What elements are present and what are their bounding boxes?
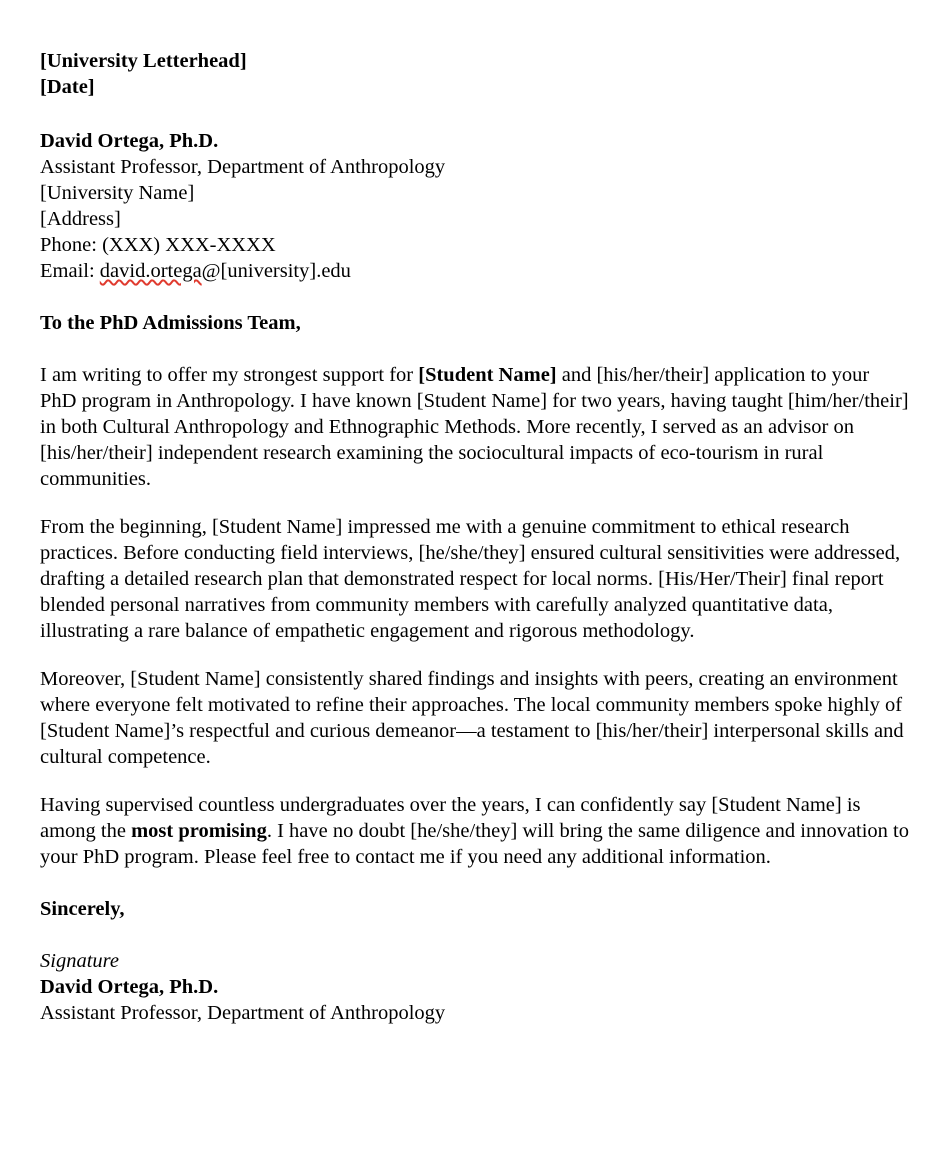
paragraph-4-text-b: . I have no doubt [he/she/they] will bring the same diligence and innovation to your PhD program. Please feel free to contact me if you need any additional information. <box>40 820 910 868</box>
most-promising-emphasis: most promising <box>131 820 267 842</box>
spacer <box>40 336 910 362</box>
closing-sincerely: Sincerely, <box>40 898 125 920</box>
spacer <box>40 644 910 666</box>
paragraph-4-text-a: Having supervised countless undergraduates over the years, I can confidently say [Student Name] is among the <box>40 794 861 842</box>
email-domain-part: @[university].edu <box>201 260 351 282</box>
letter-body <box>40 48 910 1026</box>
paragraph-1-text-a: I am writing to offer my strongest support for <box>40 364 419 386</box>
letterhead-line: [University Letterhead] <box>40 50 247 72</box>
sender-phone: Phone: (XXX) XXX-XXXX <box>40 234 276 256</box>
sender-email <box>40 258 910 284</box>
sender-name: David Ortega, Ph.D. <box>40 130 219 152</box>
spacer <box>40 492 910 514</box>
letterhead-block <box>40 48 910 100</box>
student-name-placeholder: [Student Name] <box>418 364 557 386</box>
sender-address: [Address] <box>40 208 121 230</box>
paragraph-2: From the beginning, [Student Name] impressed me with a genuine commitment to ethical research practices. Before conducting field interviews, [he/she/they] ensured cultural sensitivities were addressed, drafting a detailed research plan that demonstrated respect for local norms. [His/Her/Their] final report blended personal narratives from community members with carefully analyzed quantitative data, illustrating a rare balance of empathetic engagement and rigorous methodology. <box>40 516 901 642</box>
signature-line: Signature <box>40 950 119 972</box>
spacer <box>40 100 910 128</box>
sender-university: [University Name] <box>40 182 195 204</box>
paragraph-4 <box>40 792 910 870</box>
paragraph-3: Moreover, [Student Name] consistently shared findings and insights with peers, creating an environment where everyone felt motivated to refine their approaches. The local community members spoke highly of [Student Name]’s respectful and curious demeanor—a testament to [his/her/their] interpersonal skills and cultural competence. <box>40 668 904 768</box>
spacer <box>40 284 910 310</box>
sender-block <box>40 128 910 284</box>
spacer <box>40 922 910 948</box>
signature-block <box>40 948 910 1026</box>
paragraph-1-text-b: and [his/her/their] application to your PhD program in Anthropology. I have known [Student Name] for two years, having taught [him/her/their] in both Cultural Anthropology and Ethnographic Methods. More recently, I served as an advisor on [his/her/their] independent research examining the sociocultural impacts of eco-tourism in rural communities. <box>40 364 909 490</box>
signer-name: David Ortega, Ph.D. <box>40 976 219 998</box>
signer-title: Assistant Professor, Department of Anthropology <box>40 1002 446 1024</box>
email-local-part: david.ortega <box>99 260 202 282</box>
spacer <box>40 770 910 792</box>
email-label: Email: <box>40 260 100 282</box>
sender-title: Assistant Professor, Department of Anthropology <box>40 156 446 178</box>
paragraph-1 <box>40 362 910 492</box>
spacer <box>40 870 910 896</box>
date-line: [Date] <box>40 76 95 98</box>
salutation: To the PhD Admissions Team, <box>40 312 301 334</box>
